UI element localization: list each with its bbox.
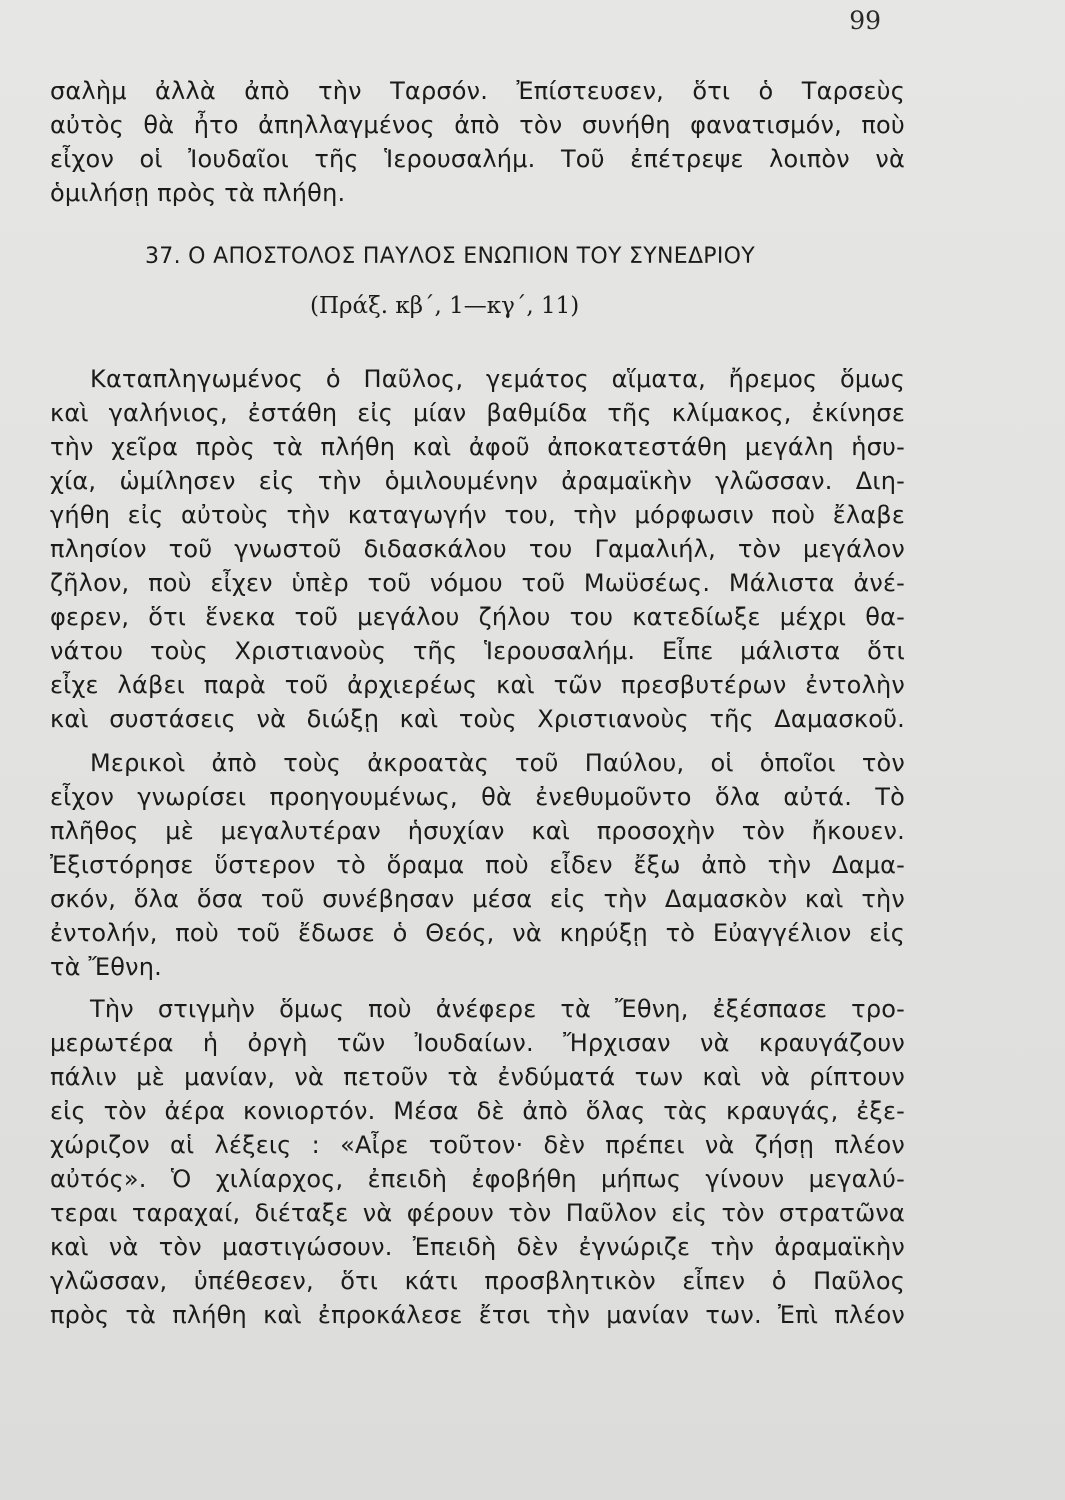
text-line: ὁμιλήσῃ πρὸς τὰ πλήθη. — [50, 179, 346, 207]
scripture-reference: (Πράξ. κβ΄, 1—κγ΄, 11) — [310, 293, 580, 319]
intro-paragraph — [50, 74, 905, 210]
text-line: πλῆθος μὲ μεγαλυτέραν ἡσυχίαν καὶ προσοχὴν τὸν ἤκουεν. — [50, 817, 905, 845]
text-line: καὶ συστάσεις νὰ διώξῃ καὶ τοὺς Χριστιανοὺς τῆς Δαμασκοῦ. — [50, 705, 905, 733]
text-line: εἶχον οἱ Ἰουδαῖοι τῆς Ἱερουσαλήμ. Τοῦ ἐπέτρεψε λοιπὸν νὰ — [50, 145, 905, 173]
text-line: πάλιν μὲ μανίαν, νὰ πετοῦν τὰ ἐνδύματά των καὶ νὰ ρίπτουν — [50, 1063, 905, 1091]
text-line: Μερικοὶ ἀπὸ τοὺς ἀκροατὰς τοῦ Παύλου, οἱ ὁποῖοι τὸν — [90, 749, 905, 777]
paragraph-2 — [50, 746, 905, 984]
text-line: χώριζον αἱ λέξεις : «Αἶρε τοῦτον· δὲν πρέπει νὰ ζήσῃ πλέον — [50, 1131, 905, 1159]
text-line: πλησίον τοῦ γνωστοῦ διδασκάλου του Γαμαλιήλ, τὸν μεγάλον — [50, 535, 905, 563]
text-line: Τὴν στιγμὴν ὅμως ποὺ ἀνέφερε τὰ Ἔθνη, ἐξέσπασε τρο- — [90, 995, 905, 1023]
section-heading: 37. Ο ΑΠΟΣΤΟΛΟΣ ΠΑΥΛΟΣ ΕΝΩΠΙΟΝ ΤΟΥ ΣΥΝΕΔΡΙΟΥ — [145, 244, 756, 269]
text-line: τεραι ταραχαί, διέταξε νὰ φέρουν τὸν Παῦλον εἰς τὸν στρατῶνα — [50, 1199, 905, 1227]
text-line: ζῆλον, ποὺ εἶχεν ὑπὲρ τοῦ νόμου τοῦ Μωϋσέως. Μάλιστα ἀνέ- — [50, 569, 905, 597]
page-number: 99 — [849, 6, 881, 35]
text-line: μερωτέρα ἡ ὀργὴ τῶν Ἰουδαίων. Ἤρχισαν νὰ κραυγάζουν — [50, 1029, 905, 1057]
text-line: φερεν, ὅτι ἕνεκα τοῦ μεγάλου ζήλου του κατεδίωξε μέχρι θα- — [50, 603, 905, 631]
text-line: καὶ γαλήνιος, ἐστάθη εἰς μίαν βαθμίδα τῆς κλίμακος, ἐκίνησε — [50, 399, 905, 427]
text-line: χία, ὡμίλησεν εἰς τὴν ὁμιλουμένην ἀραμαϊκὴν γλῶσσαν. Διη- — [50, 467, 905, 495]
text-line: γήθη εἰς αὐτοὺς τὴν καταγωγήν του, τὴν μόρφωσιν ποὺ ἔλαβε — [50, 501, 905, 529]
paragraph-3 — [50, 992, 905, 1332]
text-line: εἰς τὸν ἀέρα κονιορτόν. Μέσα δὲ ἀπὸ ὅλας τὰς κραυγάς, ἐξε- — [50, 1097, 905, 1125]
text-line: καὶ νὰ τὸν μαστιγώσουν. Ἐπειδὴ δὲν ἐγνώριζε τὴν ἀραμαϊκὴν — [50, 1233, 905, 1261]
text-line: αὐτός». Ὁ χιλίαρχος, ἐπειδὴ ἐφοβήθη μήπως γίνουν μεγαλύ- — [50, 1165, 905, 1193]
text-line: Καταπληγωμένος ὁ Παῦλος, γεμάτος αἵματα, ἤρεμος ὅμως — [90, 365, 905, 393]
text-line: νάτου τοὺς Χριστιανοὺς τῆς Ἱερουσαλήμ. Εἶπε μάλιστα ὅτι — [50, 637, 905, 665]
text-line: γλῶσσαν, ὑπέθεσεν, ὅτι κάτι προσβλητικὸν εἶπεν ὁ Παῦλος — [50, 1267, 905, 1295]
text-line: τὴν χεῖρα πρὸς τὰ πλήθη καὶ ἀφοῦ ἀποκατεστάθη μεγάλη ἡσυ- — [50, 433, 905, 461]
text-line: εἶχον γνωρίσει προηγουμένως, θὰ ἐνεθυμοῦντο ὅλα αὐτά. Τὸ — [50, 783, 905, 811]
text-line: Ἐξιστόρησε ὕστερον τὸ ὅραμα ποὺ εἶδεν ἔξω ἀπὸ τὴν Δαμα- — [50, 851, 905, 879]
text-line: αὐτὸς θὰ ἦτο ἀπηλλαγμένος ἀπὸ τὸν συνήθη φανατισμόν, ποὺ — [50, 111, 905, 139]
text-line: σαλὴμ ἀλλὰ ἀπὸ τὴν Ταρσόν. Ἐπίστευσεν, ὅτι ὁ Ταρσεὺς — [50, 77, 905, 105]
text-line: πρὸς τὰ πλήθη καὶ ἐπροκάλεσε ἔτσι τὴν μανίαν των. Ἐπὶ πλέον — [50, 1301, 905, 1329]
text-line: τὰ Ἔθνη. — [50, 953, 162, 981]
paragraph-1 — [50, 362, 905, 736]
text-line: εἶχε λάβει παρὰ τοῦ ἀρχιερέως καὶ τῶν πρεσβυτέρων ἐντολὴν — [50, 671, 905, 699]
text-line: σκόν, ὅλα ὅσα τοῦ συνέβησαν μέσα εἰς τὴν Δαμασκὸν καὶ τὴν — [50, 885, 905, 913]
text-line: ἐντολήν, ποὺ τοῦ ἔδωσε ὁ Θεός, νὰ κηρύξῃ τὸ Εὐαγγέλιον εἰς — [50, 919, 905, 947]
